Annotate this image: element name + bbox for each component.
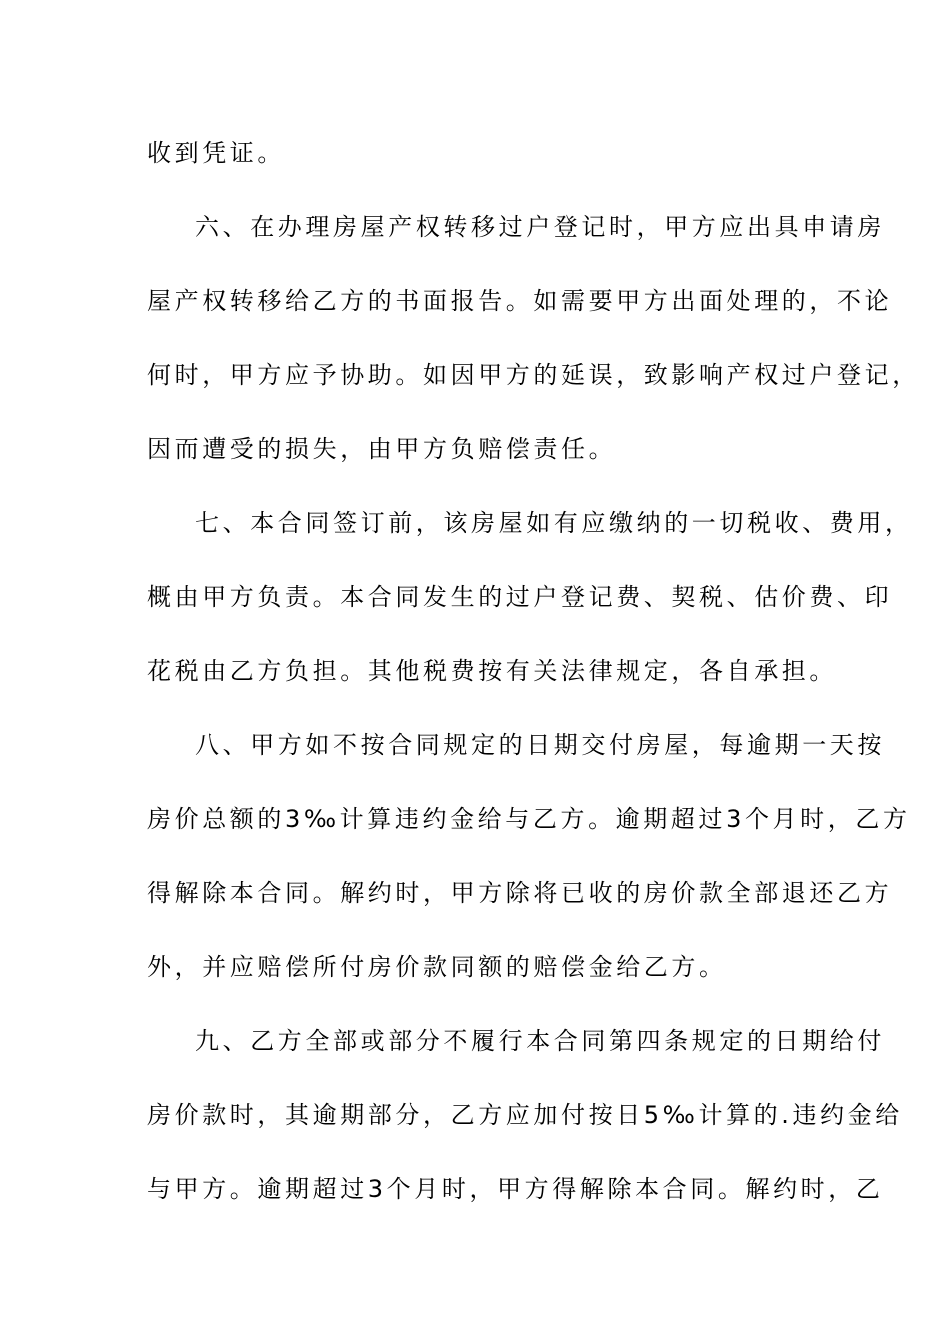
- text-line: 概由甲方负责。本合同发生的过户登记费、契税、估价费、印: [147, 583, 893, 611]
- clause-7-first-line: 七、本合同签订前，该房屋如有应缴纳的一切税收、费用，: [195, 509, 913, 537]
- text-line: 得解除本合同。解约时，甲方除将已收的房价款全部退还乙方: [147, 879, 893, 907]
- clause-8-first-line: 八、甲方如不按合同规定的日期交付房屋，每逾期一天按: [195, 731, 885, 759]
- text-line: 收到凭证。: [147, 139, 285, 167]
- clause-9-first-line: 九、乙方全部或部分不履行本合同第四条规定的日期给付: [195, 1027, 885, 1055]
- text-line: 房价总额的3‰计算违约金给与乙方。逾期超过3个月时，乙方: [147, 805, 911, 833]
- text-line: 因而遭受的损失，由甲方负赔偿责任。: [147, 435, 617, 463]
- text-line: 花税由乙方负担。其他税费按有关法律规定，各自承担。: [147, 657, 837, 685]
- text-line: 外，并应赔偿所付房价款同额的赔偿金给乙方。: [147, 953, 727, 981]
- text-line: 与甲方。逾期超过3个月时，甲方得解除本合同。解约时，乙: [147, 1175, 884, 1203]
- text-line: 何时，甲方应予协助。如因甲方的延误，致影响产权过户登记，: [147, 361, 920, 389]
- text-line: 屋产权转移给乙方的书面报告。如需要甲方出面处理的，不论: [147, 287, 893, 315]
- clause-6-first-line: 六、在办理房屋产权转移过户登记时，甲方应出具申请房: [195, 213, 885, 241]
- text-line: 房价款时，其逾期部分，乙方应加付按日5‰计算的.违约金给: [147, 1101, 903, 1129]
